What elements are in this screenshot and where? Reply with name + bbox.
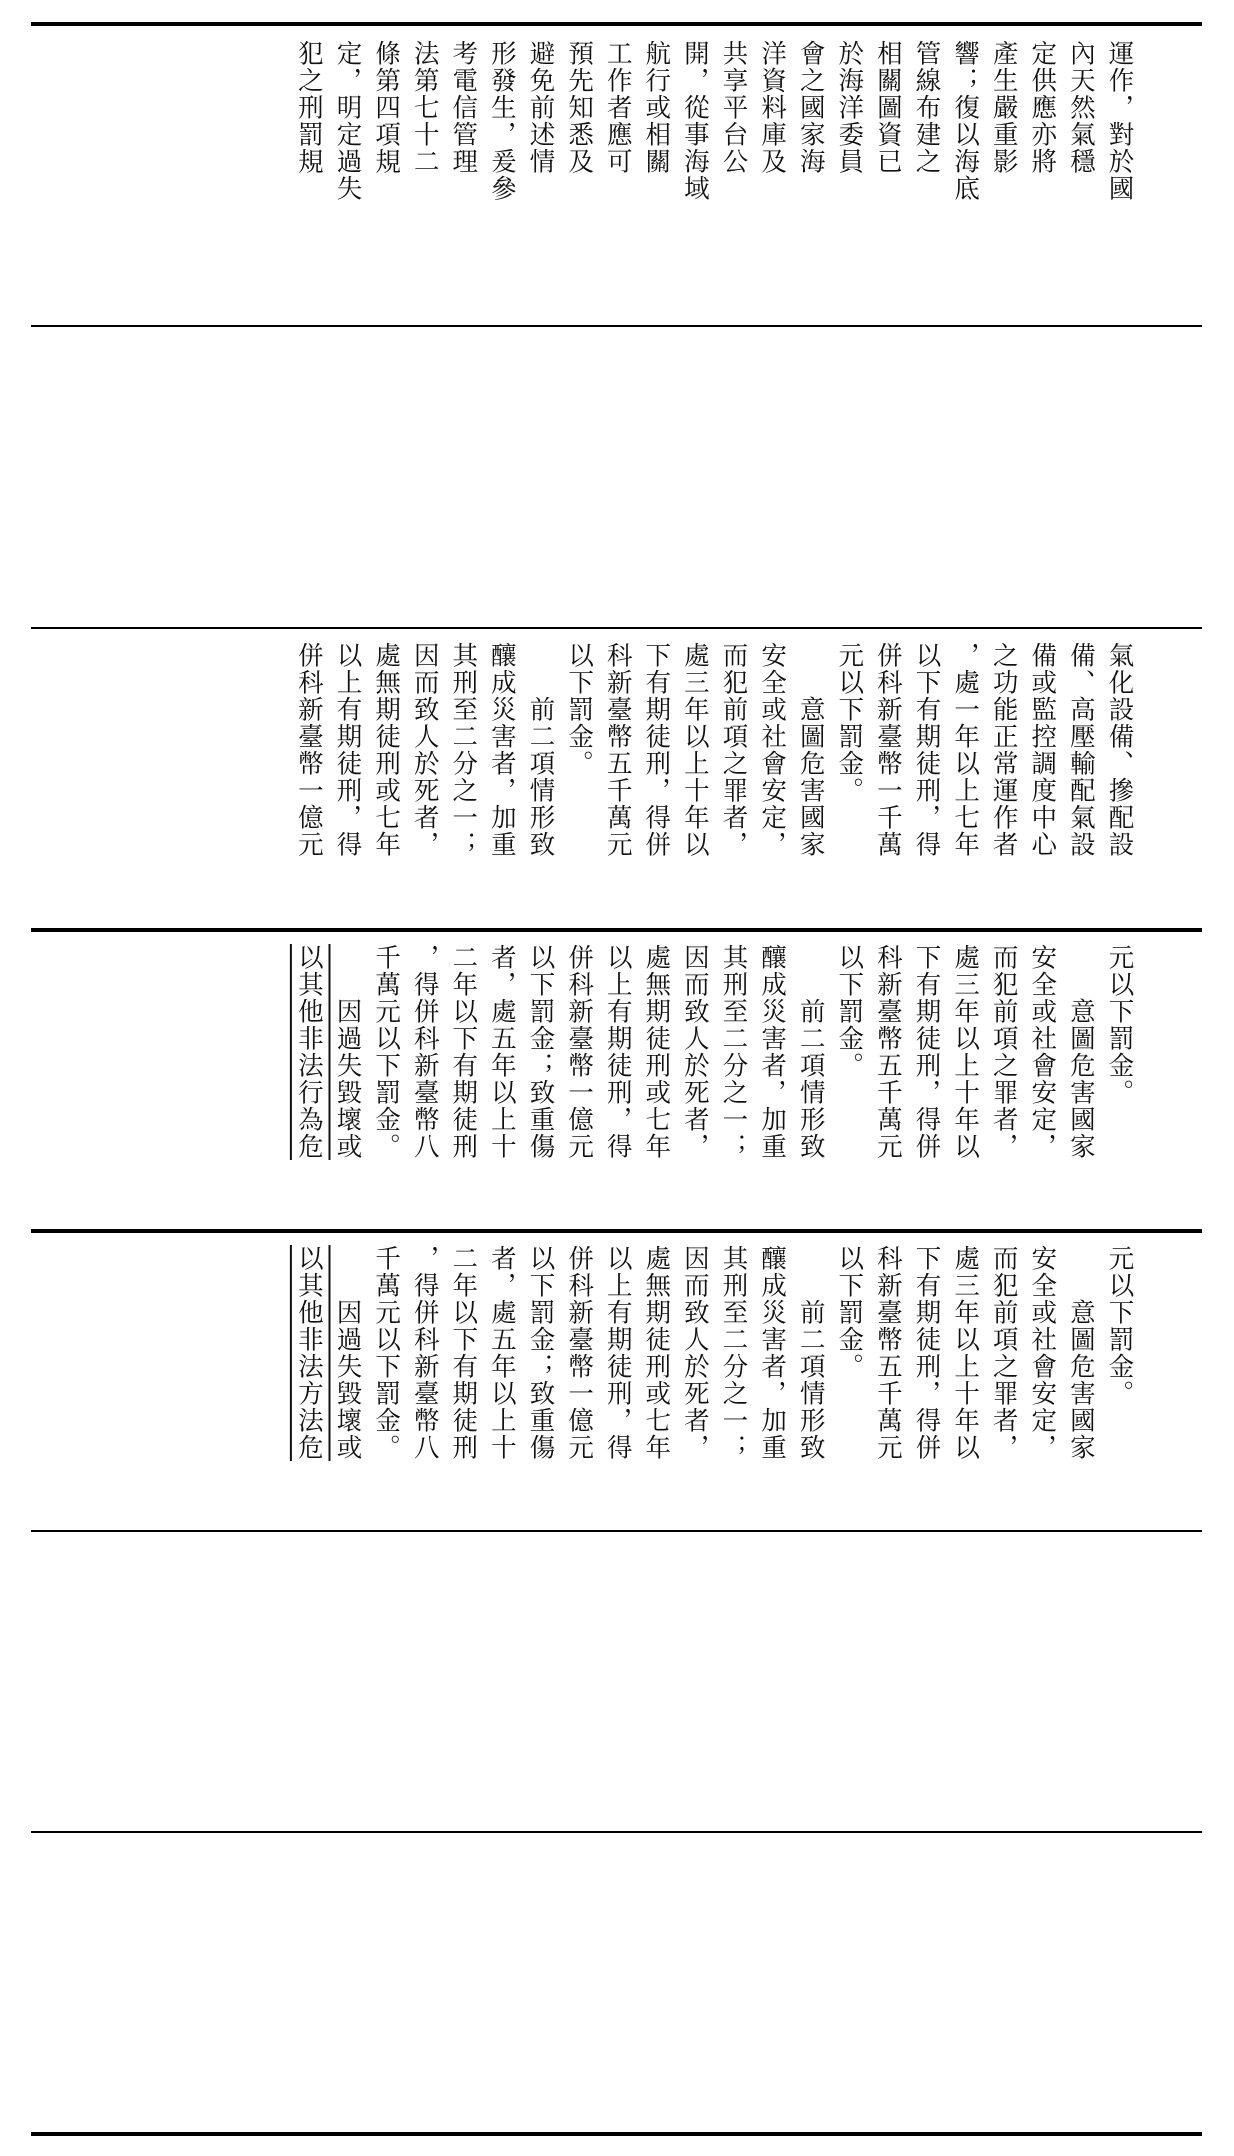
text-column: 響；復以海底	[950, 40, 981, 202]
text-column: 下有期徒刑，得併	[641, 642, 672, 858]
text-column: 意圖危害國家	[1065, 1245, 1096, 1461]
band-divider	[31, 325, 1202, 327]
text-column: ，得併科新臺幣八	[409, 1245, 440, 1461]
text-column: 釀成災害者，加重	[757, 944, 788, 1160]
text-column: 以上有期徒刑，得	[602, 1245, 633, 1461]
text-column: 形發生，爰參	[486, 40, 517, 202]
text-column: 元以下罰金。	[1104, 944, 1135, 1106]
text-column: 預先知悉及	[564, 40, 595, 175]
text-column: 者，處五年以上十	[486, 1245, 517, 1461]
text-band-1	[60, 40, 1210, 310]
top-rule	[31, 22, 1202, 26]
text-column: 共享平台公	[718, 40, 749, 175]
text-column: 而犯前項之罪者，	[988, 1245, 1019, 1461]
text-column: 前二項情形致	[525, 642, 556, 858]
text-column: 洋資料庫及	[757, 40, 788, 175]
text-column: 處無期徒刑或七年	[641, 1245, 672, 1461]
text-column: 內天然氣穩	[1065, 40, 1096, 175]
text-column: 條第四項規	[371, 40, 402, 175]
text-column: 以其他非法方法危	[293, 1245, 324, 1461]
text-column: 工作者應可	[602, 40, 633, 175]
text-column: ，處一年以上七年	[950, 642, 981, 858]
text-column: 航行或相關	[641, 40, 672, 175]
bottom-rule	[31, 2132, 1202, 2136]
text-column: 釀成災害者，加重	[757, 1245, 788, 1461]
text-column: 備、高壓輸配氣設	[1065, 642, 1096, 858]
band-divider	[31, 1530, 1202, 1532]
text-column: 釀成災害者，加重	[486, 642, 517, 858]
text-column: 千萬元以下罰金。	[371, 944, 402, 1160]
text-column: 因過失毀壞或	[332, 944, 363, 1160]
text-column: 考電信管理	[448, 40, 479, 175]
text-column: 其刑至二分之一；	[718, 1245, 749, 1461]
text-column: 以下罰金。	[834, 944, 865, 1079]
text-column: 因而致人於死者，	[679, 1245, 710, 1461]
text-column: 處無期徒刑或七年	[371, 642, 402, 858]
text-column: 開，從事海域	[679, 40, 710, 202]
band-divider	[31, 1831, 1202, 1833]
text-column: 科新臺幣五千萬元	[602, 642, 633, 858]
text-column: 處無期徒刑或七年	[641, 944, 672, 1160]
text-column: 管線布建之	[911, 40, 942, 175]
text-column: 併科新臺幣一億元	[564, 1245, 595, 1461]
text-column: 因而致人於死者，	[409, 642, 440, 858]
text-column: 以下有期徒刑，得	[911, 642, 942, 858]
text-column: 併科新臺幣一億元	[293, 642, 324, 858]
text-column: 意圖危害國家	[795, 642, 826, 858]
text-column: 併科新臺幣一億元	[564, 944, 595, 1160]
text-column: 安全或社會安定，	[1027, 944, 1058, 1160]
text-column: 以下罰金。	[564, 642, 595, 777]
text-column: 意圖危害國家	[1065, 944, 1096, 1160]
text-column: 產生嚴重影	[988, 40, 1019, 175]
text-column: 二年以下有期徒刑	[448, 1245, 479, 1461]
text-column: 而犯前項之罪者，	[988, 944, 1019, 1160]
text-column: 處三年以上十年以	[679, 642, 710, 858]
text-column: 備或監控調度中心	[1027, 642, 1058, 858]
text-column: 處三年以上十年以	[950, 1245, 981, 1461]
text-column: 犯之刑罰規	[293, 40, 324, 175]
text-column: 法第七十二	[409, 40, 440, 175]
text-column: 氣化設備、摻配設	[1104, 642, 1135, 858]
text-column: 於海洋委員	[834, 40, 865, 175]
text-column: 千萬元以下罰金。	[371, 1245, 402, 1461]
text-column: 以上有期徒刑，得	[602, 944, 633, 1160]
text-column: 相關圖資已	[872, 40, 903, 175]
text-column: 下有期徒刑，得併	[911, 1245, 942, 1461]
text-column: 定供應亦將	[1027, 40, 1058, 175]
band-divider	[31, 1229, 1202, 1233]
text-column: 元以下罰金。	[834, 642, 865, 804]
text-column: 避免前述情	[525, 40, 556, 175]
text-column: 科新臺幣五千萬元	[872, 944, 903, 1160]
text-column: 其刑至二分之一；	[448, 642, 479, 858]
text-column: 元以下罰金。	[1104, 1245, 1135, 1407]
text-column: 以其他非法行為危	[293, 944, 324, 1160]
text-column: 定，明定過失	[332, 40, 363, 202]
text-column: 運作，對於國	[1104, 40, 1135, 202]
text-column: 以下罰金；致重傷	[525, 944, 556, 1160]
text-column: 併科新臺幣一千萬	[872, 642, 903, 858]
text-column: 科新臺幣五千萬元	[872, 1245, 903, 1461]
text-band-3	[60, 642, 1210, 912]
band-divider	[31, 928, 1202, 932]
text-column: 以下罰金；致重傷	[525, 1245, 556, 1461]
text-column: 前二項情形致	[795, 944, 826, 1160]
text-column: 安全或社會安定，	[757, 642, 788, 858]
text-band-4	[60, 944, 1210, 1214]
text-column: 處三年以上十年以	[950, 944, 981, 1160]
text-column: 以上有期徒刑，得	[332, 642, 363, 858]
band-divider	[31, 627, 1202, 629]
text-column: ，得併科新臺幣八	[409, 944, 440, 1160]
text-column: 下有期徒刑，得併	[911, 944, 942, 1160]
text-band-5	[60, 1245, 1210, 1515]
text-column: 之功能正常運作者	[988, 642, 1019, 858]
text-column: 會之國家海	[795, 40, 826, 175]
text-column: 因而致人於死者，	[679, 944, 710, 1160]
text-column: 安全或社會安定，	[1027, 1245, 1058, 1461]
text-column: 二年以下有期徒刑	[448, 944, 479, 1160]
text-column: 者，處五年以上十	[486, 944, 517, 1160]
text-column: 前二項情形致	[795, 1245, 826, 1461]
text-column: 其刑至二分之一；	[718, 944, 749, 1160]
text-column: 以下罰金。	[834, 1245, 865, 1380]
text-column: 而犯前項之罪者，	[718, 642, 749, 858]
text-column: 因過失毀壞或	[332, 1245, 363, 1461]
